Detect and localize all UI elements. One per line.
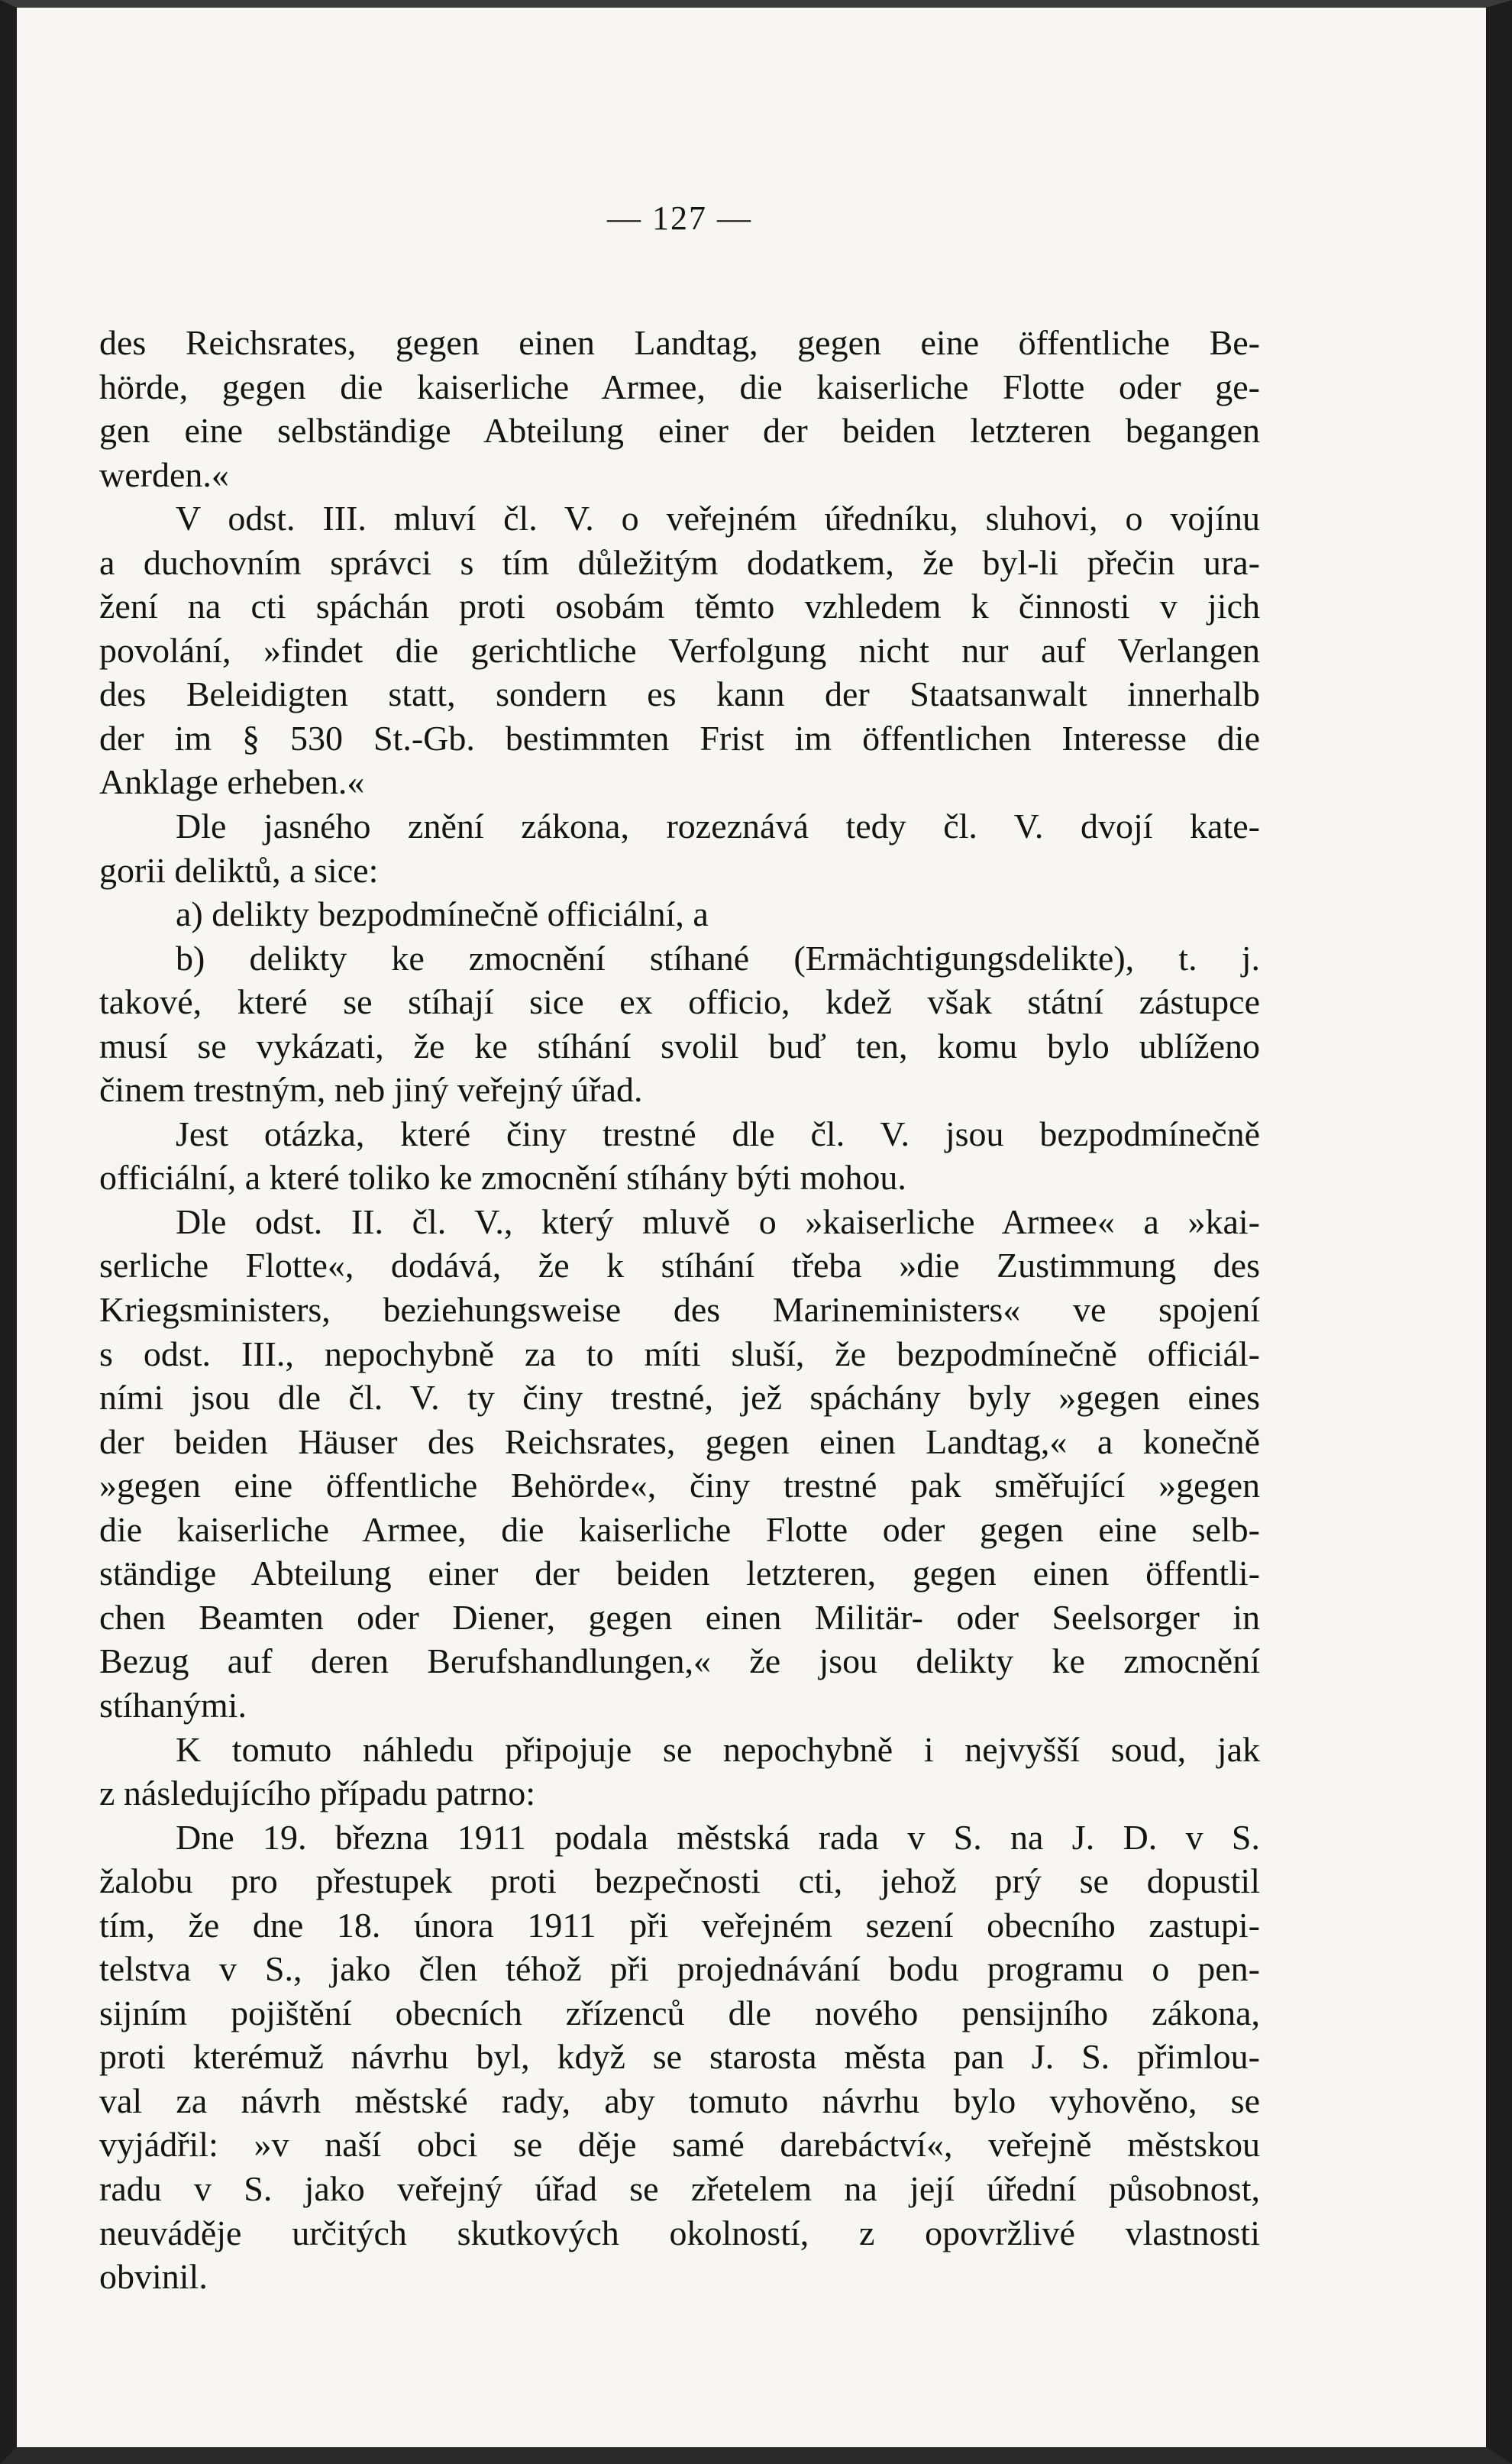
text-line: val za návrh městské rady, aby tomuto návrhu bylo vyhověno, se bbox=[99, 2081, 1260, 2120]
text-line: a) delikty bezpodmínečně officiální, a bbox=[176, 894, 709, 934]
text-line: des Beleidigten statt, sondern es kann der Staatsanwalt innerhalb bbox=[99, 674, 1260, 714]
text-line: činem trestným, neb jiný veřejný úřad. bbox=[99, 1070, 643, 1110]
text-line: ständige Abteilung einer der beiden letzteren, gegen einen öffentli- bbox=[99, 1554, 1260, 1593]
text-line: werden.« bbox=[99, 454, 229, 494]
text-line: s odst. III., nepochybně za to míti sluší, že bezpodmínečně officiál- bbox=[99, 1334, 1260, 1373]
text-line: b) delikty ke zmocnění stíhané (Ermächtigungsdelikte), t. j. bbox=[176, 938, 1260, 978]
text-line: Jest otázka, které činy trestné dle čl. V. jsou bezpodmínečně bbox=[176, 1114, 1260, 1153]
text-line: vyjádřil: »v naší obci se děje samé darebáctví«, veřejně městskou bbox=[99, 2125, 1260, 2165]
text-line: sijním pojištění obecních zřízenců dle nového pensijního zákona, bbox=[99, 1993, 1260, 2032]
text-line: takové, které se stíhají sice ex officio, kdež však státní zástupce bbox=[99, 982, 1260, 1022]
text-line: Anklage erheben.« bbox=[99, 762, 365, 802]
text-line: Dle jasného znění zákona, rozeznává tedy čl. V. dvojí kate- bbox=[176, 807, 1260, 846]
text-line: musí se vykázati, že ke stíhání svolil buď ten, komu bylo ublíženo bbox=[99, 1026, 1260, 1065]
text-line: Bezug auf deren Berufshandlungen,« že jsou delikty ke zmocnění bbox=[99, 1641, 1260, 1681]
text-line: die kaiserliche Armee, die kaiserliche Flotte oder gegen eine selb- bbox=[99, 1509, 1260, 1549]
text-line: gorii deliktů, a sice: bbox=[99, 850, 379, 890]
text-line: der beiden Häuser des Reichsrates, gegen einen Landtag,« a konečně bbox=[99, 1421, 1260, 1461]
text-line: žalobu pro přestupek proti bezpečnosti cti, jehož prý se dopustil bbox=[99, 1861, 1260, 1901]
text-line: V odst. III. mluví čl. V. o veřejném úředníku, sluhovi, o vojínu bbox=[176, 499, 1260, 538]
text-line: Dle odst. II. čl. V., který mluvě o »kaiserliche Armee« a »kai- bbox=[176, 1201, 1260, 1241]
text-line: z následujícího případu patrno: bbox=[99, 1774, 536, 1813]
text-line: neuváděje určitých skutkových okolností, z opovržlivé vlastnosti bbox=[99, 2213, 1260, 2252]
text-line: gen eine selbständige Abteilung einer der beiden letzteren begangen bbox=[99, 411, 1260, 451]
text-line: chen Beamten oder Diener, gegen einen Militär- oder Seelsorger in bbox=[99, 1597, 1260, 1637]
text-line: telstva v S., jako člen téhož při projednávání bodu programu o pen- bbox=[99, 1949, 1260, 1989]
text-line: Kriegsministers, beziehungsweise des Marineministers« ve spojení bbox=[99, 1290, 1260, 1330]
text-line: ními jsou dle čl. V. ty činy trestné, jež spáchány byly »gegen eines bbox=[99, 1378, 1260, 1418]
text-line: a duchovním správci s tím důležitým dodatkem, že byl-li přečin ura- bbox=[99, 542, 1260, 582]
text-line: der im § 530 St.-Gb. bestimmten Frist im öffentlichen Interesse die bbox=[99, 718, 1260, 758]
text-line: stíhanými. bbox=[99, 1685, 247, 1725]
text-line: proti kterémuž návrhu byl, když se starosta města pan J. S. přimlou- bbox=[99, 2037, 1260, 2077]
text-line: obvinil. bbox=[99, 2257, 208, 2297]
text-line: hörde, gegen die kaiserliche Armee, die kaiserliche Flotte oder ge- bbox=[99, 367, 1260, 406]
text-line: K tomuto náhledu připojuje se nepochybně i nejvyšší soud, jak bbox=[176, 1729, 1260, 1769]
text-line: žení na cti spáchán proti osobám těmto vzhledem k činnosti v jich bbox=[99, 587, 1260, 626]
text-line: tím, že dne 18. února 1911 při veřejném sezení obecního zastupi- bbox=[99, 1905, 1260, 1945]
text-line: des Reichsrates, gegen einen Landtag, gegen eine öffentliche Be- bbox=[99, 323, 1260, 362]
text-line: povolání, »findet die gerichtliche Verfolgung nicht nur auf Verlangen bbox=[99, 630, 1260, 670]
text-line: serliche Flotte«, dodává, že k stíhání třeba »die Zustimmung des bbox=[99, 1246, 1260, 1285]
text-line: »gegen eine öffentliche Behörde«, činy trestné pak směřující »gegen bbox=[99, 1466, 1260, 1505]
text-line: radu v S. jako veřejný úřad se zřetelem na její úřední působnost, bbox=[99, 2168, 1260, 2208]
text-line: Dne 19. března 1911 podala městská rada v S. na J. D. v S. bbox=[176, 1817, 1260, 1857]
text-line: officiální, a které toliko ke zmocnění stíhány býti mohou. bbox=[99, 1158, 906, 1198]
body-text bbox=[99, 321, 1260, 2299]
page-number: — 127 — bbox=[607, 199, 752, 237]
